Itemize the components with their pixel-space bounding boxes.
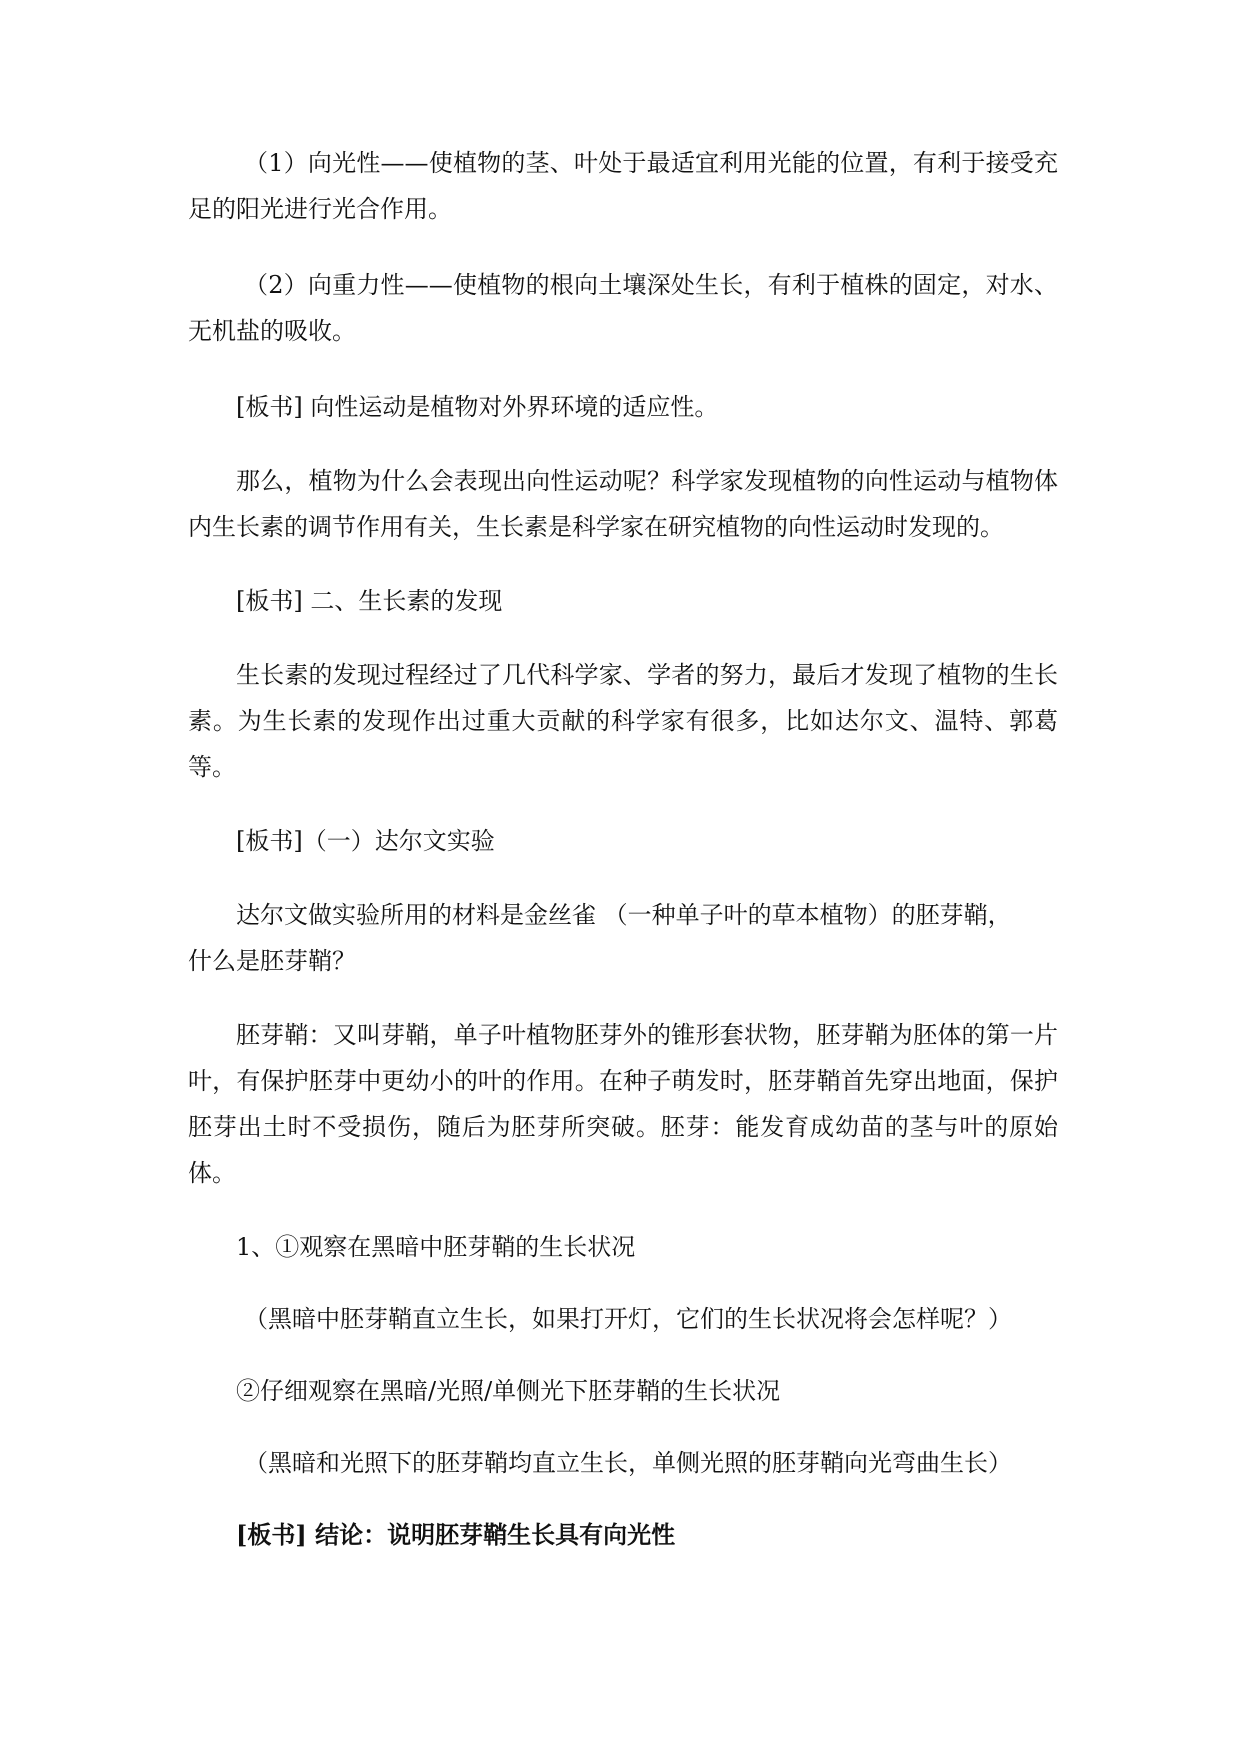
paragraph-board-note-discovery: [板书] 二、生长素的发现 bbox=[236, 587, 503, 615]
paragraph-gravitropism: （2）向重力性——使植物的根向土壤深处生长，有利于植株的固定，对水、无机盐的吸收。 bbox=[188, 271, 1058, 345]
paragraph-observation-light-note: （黑暗和光照下的胚芽鞘均直立生长，单侧光照的胚芽鞘向光弯曲生长） bbox=[244, 1449, 1012, 1477]
darwin-material-line-2: 什么是胚芽鞘？ bbox=[188, 947, 356, 975]
paragraph-phototropism: （1）向光性——使植物的茎、叶处于最适宜利用光能的位置，有利于接受充足的阳光进行光合作用。 bbox=[188, 149, 1058, 223]
paragraph-board-note-darwin: [板书]（一）达尔文实验 bbox=[236, 827, 495, 855]
paragraph-coleoptile-definition: 胚芽鞘：又叫芽鞘，单子叶植物胚芽外的锥形套状物，胚芽鞘为胚体的第一片叶，有保护胚芽中更幼小的叶的作用。在种子萌发时，胚芽鞘首先穿出地面，保护胚芽出土时不受损伤，随后为胚芽所突破。胚芽：能发育成幼苗的茎与叶的原始体。 bbox=[188, 1021, 1058, 1187]
paragraph-observation-dark-note: （黑暗中胚芽鞘直立生长，如果打开灯，它们的生长状况将会怎样呢？） bbox=[244, 1305, 1012, 1333]
paragraph-discovery-history: 生长素的发现过程经过了几代科学家、学者的努力，最后才发现了植物的生长素。为生长素的发现作出过重大贡献的科学家有很多，比如达尔文、温特、郭葛等。 bbox=[188, 661, 1058, 781]
paragraph-observation-dark: 1、①观察在黑暗中胚芽鞘的生长状况 bbox=[236, 1233, 636, 1261]
paragraph-board-note-adaptation: [板书] 向性运动是植物对外界环境的适应性。 bbox=[236, 393, 719, 421]
paragraph-observation-light: ②仔细观察在黑暗/光照/单侧光下胚芽鞘的生长状况 bbox=[236, 1377, 781, 1405]
darwin-material-line-1: 达尔文做实验所用的材料是金丝雀 （一种单子叶的草本植物）的胚芽鞘， bbox=[236, 901, 1012, 929]
paragraph-board-note-conclusion: [板书] 结论：说明胚芽鞘生长具有向光性 bbox=[236, 1520, 676, 1549]
paragraph-darwin-material bbox=[188, 892, 1058, 984]
paragraph-question-why: 那么，植物为什么会表现出向性运动呢？科学家发现植物的向性运动与植物体内生长素的调节作用有关，生长素是科学家在研究植物的向性运动时发现的。 bbox=[188, 467, 1058, 541]
document-page bbox=[188, 140, 1058, 1558]
